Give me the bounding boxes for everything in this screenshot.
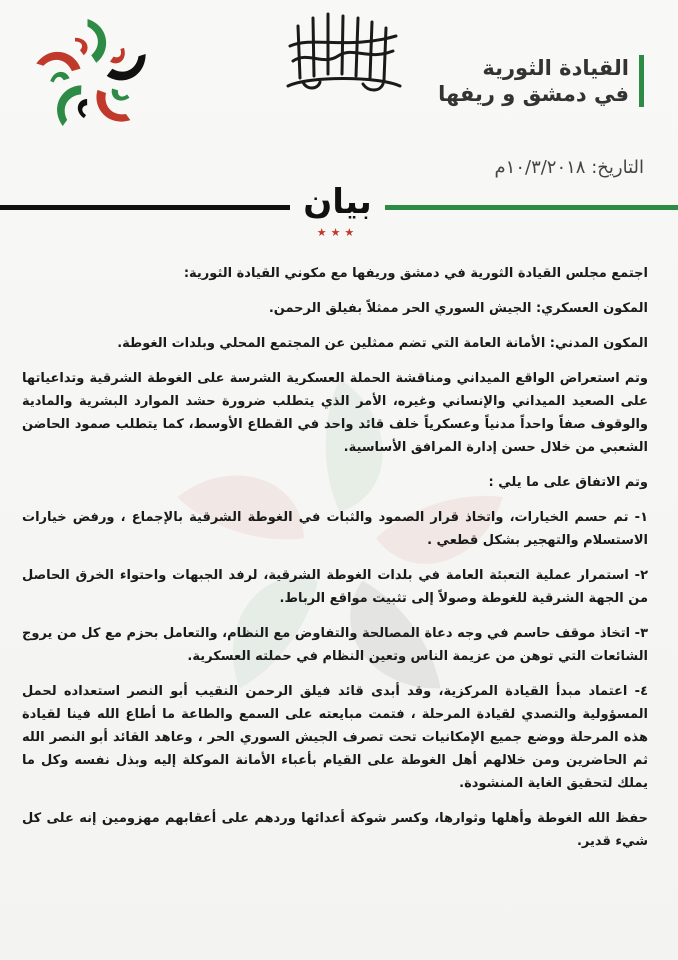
body-paragraph: وتم الاتفاق على ما يلي : [488, 475, 648, 490]
body-paragraph: ٣- اتخاذ موقف حاسم في وجه دعاة المصالحة والتفاوض مع النظام، والتعامل بحزم مع كل من يروج الشائعات التي توهن من عزيمة الناس وتعين النظام في حملته العسكرية. [22, 626, 648, 664]
organization-name [438, 55, 644, 107]
document-date: التاريخ: ١٠/٣/٢٠١٨م [494, 157, 644, 178]
body-paragraph: حفظ الله الغوطة وأهلها وثوارها، وكسر شوكة أعدائها وردهم على أعقابهم مهزومين إنه على كل شيء قدير. [22, 811, 648, 849]
title-divider-left [0, 205, 290, 210]
bismillah-calligraphy [268, 6, 418, 94]
body-paragraph: ٢- استمرار عملية التعبئة العامة في بلدات الغوطة الشرقية، لرفد الجبهات واحتواء الخرق الحاصل من الجهة الشرقية للغوطة وصولاً إلى تثبيت مواقع الرباط. [22, 568, 648, 606]
statement-body [22, 262, 648, 865]
body-paragraph: اجتمع مجلس القيادة الثورية في دمشق وريفها مع مكوني القيادة الثورية: [183, 266, 648, 281]
body-paragraph: المكون العسكري: الجيش السوري الحر ممثلاً بفيلق الرحمن. [268, 301, 648, 316]
body-paragraph: وتم استعراض الواقع الميداني ومناقشة الحملة العسكرية الشرسة على الغوطة الشرقية وتداعياتها على الصعيد الميداني والإنساني وغيره، الأمر الذي يتطلب ضرورة حشد الموارد البشرية والمادية والوقوف صفاً واحداً مدنياً وعسكرياً خلف قائد واحد في القطاع الأوسط، كما يتطلب صمود الحاضن الشعبي من خلال حسن إدارة المرافق الأساسية. [22, 371, 648, 455]
body-paragraph: ١- تم حسم الخيارات، واتخاذ قرار الصمود والثبات في الغوطة الشرقية بالإجماع ، ورفض خيارات الاستسلام والتهجير بشكل قطعي . [22, 510, 648, 548]
org-line-2: في دمشق و ريفها [438, 82, 629, 106]
body-paragraph: المكون المدني: الأمانة العامة التي تضم ممثلين عن المجتمع المحلي وبلدات الغوطة. [117, 336, 648, 351]
org-line-1: القيادة الثورية [482, 56, 629, 80]
body-paragraph: ٤- اعتماد مبدأ القيادة المركزية، وقد أبدى قائد فيلق الرحمن النقيب أبو النصر استعداده لحمل المسؤولية والتصدي لقيادة المرحلة ، فتمت مبايعته على السمع والطاعة ما أطاع الله فينا لقيادة هذه المرحلة ووضع جميع الإمكانيات تحت تصرف الجيش السوري الحر ، وعاهد القائد أبو النصر الله ثم الحاضرين ومن خلالهم أهل الغوطة على القيام بأعباء الأمانة الموكلة إليه وبذل نفسه وكل ما يملك لتحقيق الغاية المنشودة. [22, 684, 648, 791]
revolution-star-logo [30, 14, 155, 139]
title-divider-right [385, 205, 678, 210]
statement-title: بيان [303, 182, 372, 222]
title-stars: ★★★ [316, 226, 359, 239]
